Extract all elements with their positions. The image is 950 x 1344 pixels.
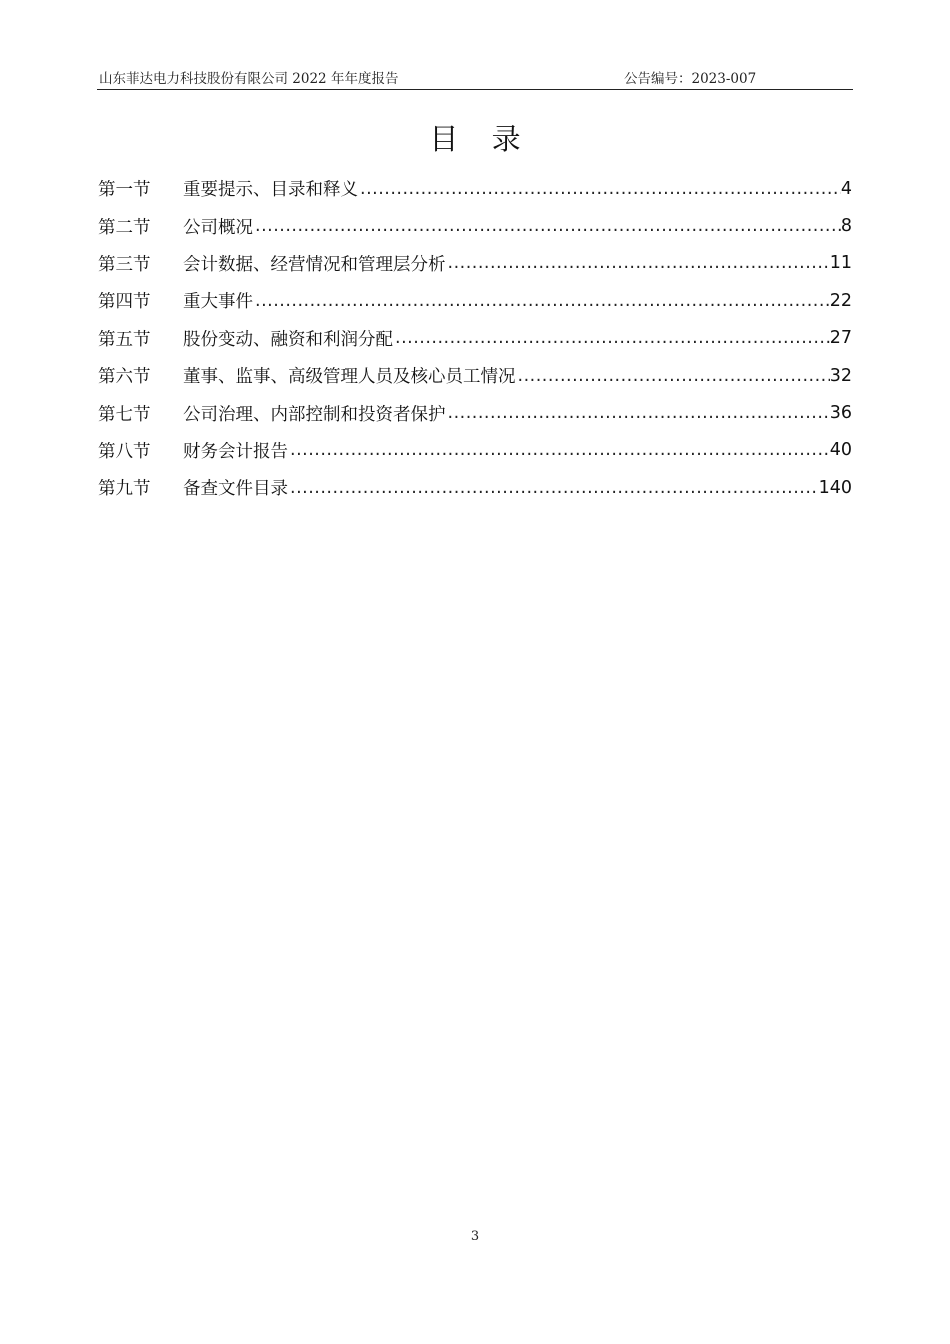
toc-page-number: 140 — [818, 477, 852, 498]
toc-entry-section-3[interactable] — [98, 245, 852, 282]
toc-entry-section-1[interactable] — [98, 170, 852, 207]
toc-section-number: 第二节 — [98, 217, 151, 238]
toc-section-number: 第五节 — [98, 329, 151, 350]
toc-page-number: 22 — [829, 290, 852, 311]
toc-dot-leader — [393, 328, 830, 348]
toc-dot-leader — [446, 403, 830, 423]
toc-section-number: 第三节 — [98, 254, 151, 275]
toc-title: 目 录 — [429, 122, 533, 156]
toc-section-number: 第四节 — [98, 292, 151, 313]
page-number: 3 — [470, 1229, 480, 1244]
toc-section-title: 重大事件 — [183, 292, 253, 313]
toc-section-number: 第八节 — [98, 441, 151, 462]
toc-page-number: 4 — [840, 178, 852, 199]
toc-page-number: 11 — [829, 253, 852, 274]
toc-entry-section-2[interactable] — [98, 207, 852, 244]
toc-page-number: 36 — [829, 403, 852, 424]
toc-section-title: 重要提示、目录和释义 — [183, 180, 358, 201]
toc-section-title: 财务会计报告 — [183, 441, 288, 462]
toc-page-number: 40 — [829, 440, 852, 461]
toc-entry-section-4[interactable] — [98, 282, 852, 319]
toc-section-number: 第九节 — [98, 479, 151, 500]
toc-entry-section-6[interactable] — [98, 357, 852, 394]
toc-section-number: 第七节 — [98, 404, 151, 425]
toc-page-number: 27 — [829, 328, 852, 349]
toc-section-title: 公司概况 — [183, 217, 253, 238]
page-header — [97, 67, 853, 90]
toc-dot-leader — [288, 440, 830, 460]
table-of-contents — [98, 170, 852, 507]
toc-page-number: 32 — [829, 365, 852, 386]
toc-section-number: 第一节 — [98, 180, 151, 201]
toc-section-title: 股份变动、融资和利润分配 — [183, 329, 393, 350]
toc-section-title: 董事、监事、高级管理人员及核心员工情况 — [183, 367, 516, 388]
toc-dot-leader — [288, 478, 819, 498]
toc-entry-section-5[interactable] — [98, 320, 852, 357]
toc-section-title: 会计数据、经营情况和管理层分析 — [183, 254, 446, 275]
toc-entry-section-8[interactable] — [98, 432, 852, 469]
toc-section-title: 备查文件目录 — [183, 479, 288, 500]
toc-section-title: 公司治理、内部控制和投资者保护 — [183, 404, 446, 425]
toc-entry-section-7[interactable] — [98, 394, 852, 431]
header-announcement-number: 公告编号：2023-007 — [624, 71, 757, 87]
toc-entry-section-9[interactable] — [98, 469, 852, 506]
toc-dot-leader — [358, 179, 841, 199]
header-company-report: 山东菲达电力科技股份有限公司 2022 年年度报告 — [99, 71, 399, 87]
toc-dot-leader — [253, 216, 841, 236]
toc-section-number: 第六节 — [98, 367, 151, 388]
toc-dot-leader — [446, 253, 830, 273]
toc-dot-leader — [253, 291, 830, 311]
toc-dot-leader — [516, 366, 830, 386]
toc-page-number: 8 — [840, 216, 852, 237]
